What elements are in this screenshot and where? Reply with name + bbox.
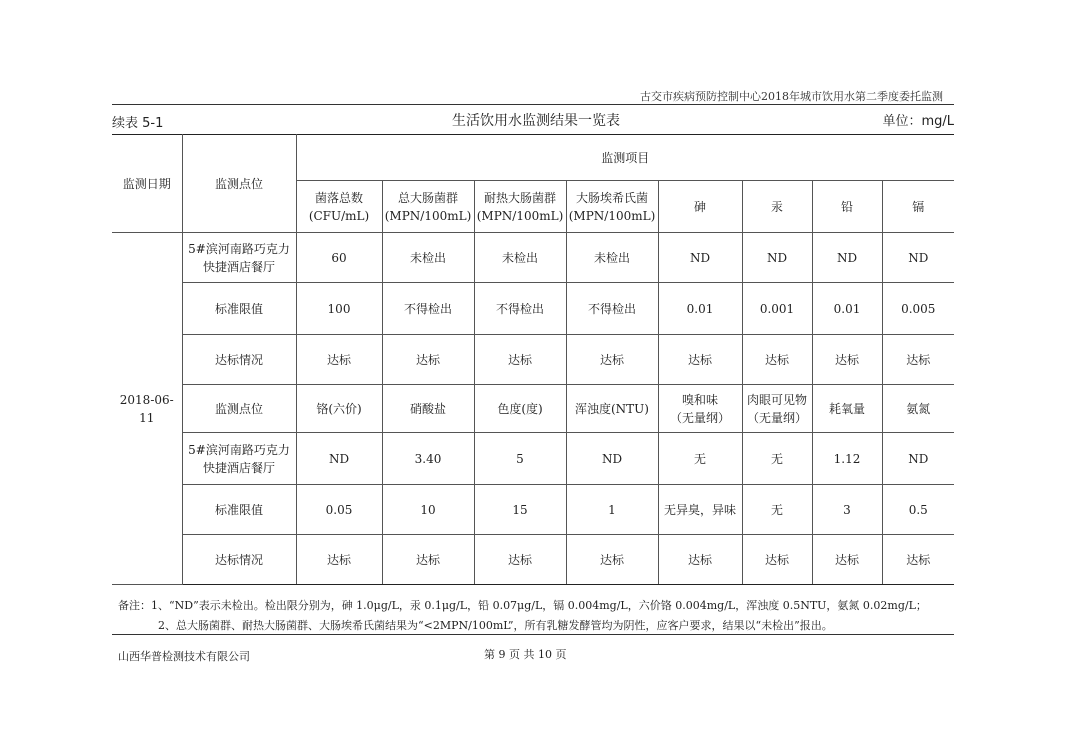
cell-text: ND [328, 451, 350, 466]
item-header [658, 181, 742, 233]
cell-text: 达标 [599, 352, 624, 367]
value-cell [882, 233, 954, 283]
value-cell [296, 283, 382, 335]
row-label [182, 433, 296, 485]
header-date [112, 135, 182, 233]
value-cell [812, 433, 882, 485]
cell-text: 0.001 [759, 301, 795, 316]
table-row [112, 485, 954, 535]
cell-text: 0.005 [901, 301, 936, 316]
cell-text: 2018-06-11 [119, 392, 174, 425]
cell-text: 氨氮 [906, 401, 931, 416]
cell-text: 达标情况 [214, 552, 263, 567]
cell-text: 铬(六价) [316, 401, 362, 416]
cell-text: 不得检出 [403, 301, 452, 316]
value-cell [566, 283, 658, 335]
cell-text: ND [836, 250, 858, 265]
item-header [742, 181, 812, 233]
item-header [566, 385, 658, 433]
value-cell [382, 335, 474, 385]
value-cell [474, 485, 566, 535]
cell-text: 耐热大肠菌群 [483, 190, 556, 205]
value-cell [658, 283, 742, 335]
table-row [112, 233, 954, 283]
item-header [296, 385, 382, 433]
value-cell [882, 433, 954, 485]
value-cell [742, 335, 812, 385]
value-cell [382, 233, 474, 283]
item-header [474, 385, 566, 433]
cell-text: 不得检出 [495, 301, 544, 316]
cell-text: 3 [843, 502, 851, 517]
cell-text: ND [601, 451, 623, 466]
cell-text: 5 [516, 451, 524, 466]
cell-text: 浑浊度(NTU) [575, 401, 649, 416]
value-cell [882, 535, 954, 585]
value-cell [566, 335, 658, 385]
value-cell [812, 485, 882, 535]
value-cell [812, 283, 882, 335]
cell-text: ND [908, 250, 929, 265]
cell-text: ND [766, 250, 788, 265]
value-cell [882, 283, 954, 335]
header-site [182, 135, 296, 233]
header-rule [112, 104, 954, 105]
date-cell [112, 233, 182, 585]
value-cell [296, 535, 382, 585]
cell-text: 达标 [764, 352, 789, 367]
item-header [882, 181, 954, 233]
cell-text: 未检出 [593, 250, 630, 265]
cell-text: 达标 [906, 352, 931, 367]
cell-text: ND [689, 250, 711, 265]
item-header [382, 181, 474, 233]
cell-text: （无量纲） [669, 410, 730, 425]
value-cell [658, 535, 742, 585]
cell-text: 未检出 [409, 250, 446, 265]
item-header [742, 385, 812, 433]
value-cell [742, 535, 812, 585]
row-label [182, 485, 296, 535]
cell-text: 肉眼可见物 [746, 392, 807, 407]
cell-text: 0.5 [908, 502, 928, 517]
notes [118, 596, 958, 636]
table-header-row [112, 135, 954, 181]
value-cell [742, 233, 812, 283]
value-cell [382, 283, 474, 335]
value-cell [566, 535, 658, 585]
cell-text: 汞 [770, 199, 783, 214]
cell-text: 15 [512, 502, 528, 517]
value-cell [296, 485, 382, 535]
row-label [182, 283, 296, 335]
value-cell [474, 433, 566, 485]
cell-text: 60 [331, 250, 347, 265]
cell-text: 0.05 [325, 502, 353, 517]
cell-text: (MPN/100mL) [384, 208, 472, 223]
cell-text: 监测点位 [214, 401, 263, 416]
value-cell [296, 433, 382, 485]
item-header [812, 181, 882, 233]
value-cell [658, 433, 742, 485]
table-header-row [112, 385, 954, 433]
value-cell [474, 535, 566, 585]
page-header: 古交市疾病预防控制中心2018年城市饮用水第二季度委托监测 [640, 90, 943, 103]
value-cell [296, 233, 382, 283]
value-cell [812, 233, 882, 283]
item-header [882, 385, 954, 433]
cell-text: 不得检出 [587, 301, 636, 316]
row-label [182, 233, 296, 283]
cell-text: (MPN/100mL) [476, 208, 564, 223]
item-header [382, 385, 474, 433]
cell-text: 标准限值 [214, 502, 263, 517]
cell-text: 耗氧量 [828, 401, 865, 416]
cell-text: 1.12 [833, 451, 861, 466]
cell-text: 未检出 [501, 250, 538, 265]
value-cell [566, 485, 658, 535]
value-cell [882, 485, 954, 535]
cell-text: 达标 [326, 552, 351, 567]
cell-text: 无 [770, 451, 783, 466]
value-cell [658, 335, 742, 385]
cell-text: 5#滨河南路巧克力 [188, 241, 290, 256]
cell-text: 铅 [840, 199, 853, 214]
table-row [112, 283, 954, 335]
cell-text: 100 [327, 301, 351, 316]
table-row [112, 433, 954, 485]
value-cell [566, 233, 658, 283]
cell-text: 砷 [693, 199, 706, 214]
cell-text: 达标 [687, 352, 712, 367]
value-cell [658, 485, 742, 535]
cell-text: 10 [420, 502, 436, 517]
value-cell [474, 335, 566, 385]
header-items [296, 135, 954, 181]
note-line-1: 备注：1、“ND”表示未检出。检出限分别为，砷 1.0μg/L，汞 0.1μg/L，铅 0.07μg/L，镉 0.004mg/L，六价铬 0.004mg/L，浑浊度 0.5NTU，氨氮 0.02mg/L； [118, 599, 927, 612]
cell-text: (CFU/mL) [308, 208, 370, 223]
cell-text: 0.01 [686, 301, 714, 316]
cell-text: 菌落总数 [314, 190, 363, 205]
value-cell [566, 433, 658, 485]
cell-text: （无量纲） [746, 410, 807, 425]
item-header [658, 385, 742, 433]
item-header [566, 181, 658, 233]
value-cell [382, 433, 474, 485]
value-cell [882, 335, 954, 385]
cell-text: 3.40 [414, 451, 442, 466]
cell-text: 监测项目 [601, 150, 650, 165]
value-cell [742, 433, 812, 485]
header-site-2 [182, 385, 296, 433]
value-cell [742, 485, 812, 535]
cell-text: 快捷酒店餐厅 [202, 460, 275, 475]
cell-text: 0.01 [833, 301, 861, 316]
cell-text: 色度(度) [497, 401, 543, 416]
cell-text: 达标 [507, 352, 532, 367]
company-name: 山西华普检测技术有限公司 [118, 650, 250, 663]
cell-text: 达标 [687, 552, 712, 567]
cell-text: 达标 [834, 352, 859, 367]
item-header [296, 181, 382, 233]
cell-text: 无异臭，异味 [663, 502, 736, 517]
cell-text: 达标 [764, 552, 789, 567]
unit-label: 单位：mg/L [882, 114, 954, 129]
note-line-2: 2、总大肠菌群、耐热大肠菌群、大肠埃希氏菌结果为“<2MPN/100mL”，所有乳糖发酵管均为阴性，应客户要求，结果以“未检出”报出。 [158, 619, 833, 632]
table-title: 生活饮用水监测结果一览表 [452, 113, 620, 129]
title-row [112, 110, 954, 130]
cell-text: 达标 [415, 552, 440, 567]
value-cell [812, 335, 882, 385]
cell-text: 达标 [507, 552, 532, 567]
cell-text: 监测点位 [214, 176, 263, 191]
value-cell [474, 233, 566, 283]
cell-text: 无 [770, 502, 783, 517]
cell-text: (MPN/100mL) [568, 208, 656, 223]
cell-text: 硝酸盐 [409, 401, 446, 416]
cell-text: 达标 [834, 552, 859, 567]
value-cell [382, 535, 474, 585]
item-header [812, 385, 882, 433]
row-label [182, 335, 296, 385]
cell-text: 无 [693, 451, 706, 466]
value-cell [296, 335, 382, 385]
page-number: 第 9 页 共 10 页 [484, 648, 567, 661]
cell-text: ND [908, 451, 929, 466]
cell-text: 达标 [326, 352, 351, 367]
value-cell [742, 283, 812, 335]
value-cell [812, 535, 882, 585]
row-label [182, 535, 296, 585]
table-row [112, 535, 954, 585]
cell-text: 达标 [415, 352, 440, 367]
cell-text: 快捷酒店餐厅 [202, 259, 275, 274]
cell-text: 达标情况 [214, 352, 263, 367]
cell-text: 镉 [912, 199, 925, 214]
cell-text: 1 [608, 502, 616, 517]
table-row [112, 335, 954, 385]
cell-text: 达标 [599, 552, 624, 567]
footer-rule [112, 634, 954, 635]
cell-text: 嗅和味 [681, 392, 718, 407]
cell-text: 大肠埃希氏菌 [575, 190, 648, 205]
cell-text: 标准限值 [214, 301, 263, 316]
item-header [474, 181, 566, 233]
results-table [112, 134, 954, 585]
cell-text: 监测日期 [122, 176, 171, 191]
value-cell [474, 283, 566, 335]
cell-text: 达标 [906, 552, 931, 567]
table-number: 续表 5-1 [112, 116, 164, 131]
value-cell [658, 233, 742, 283]
cell-text: 总大肠菌群 [397, 190, 458, 205]
value-cell [382, 485, 474, 535]
cell-text: 5#滨河南路巧克力 [188, 442, 290, 457]
